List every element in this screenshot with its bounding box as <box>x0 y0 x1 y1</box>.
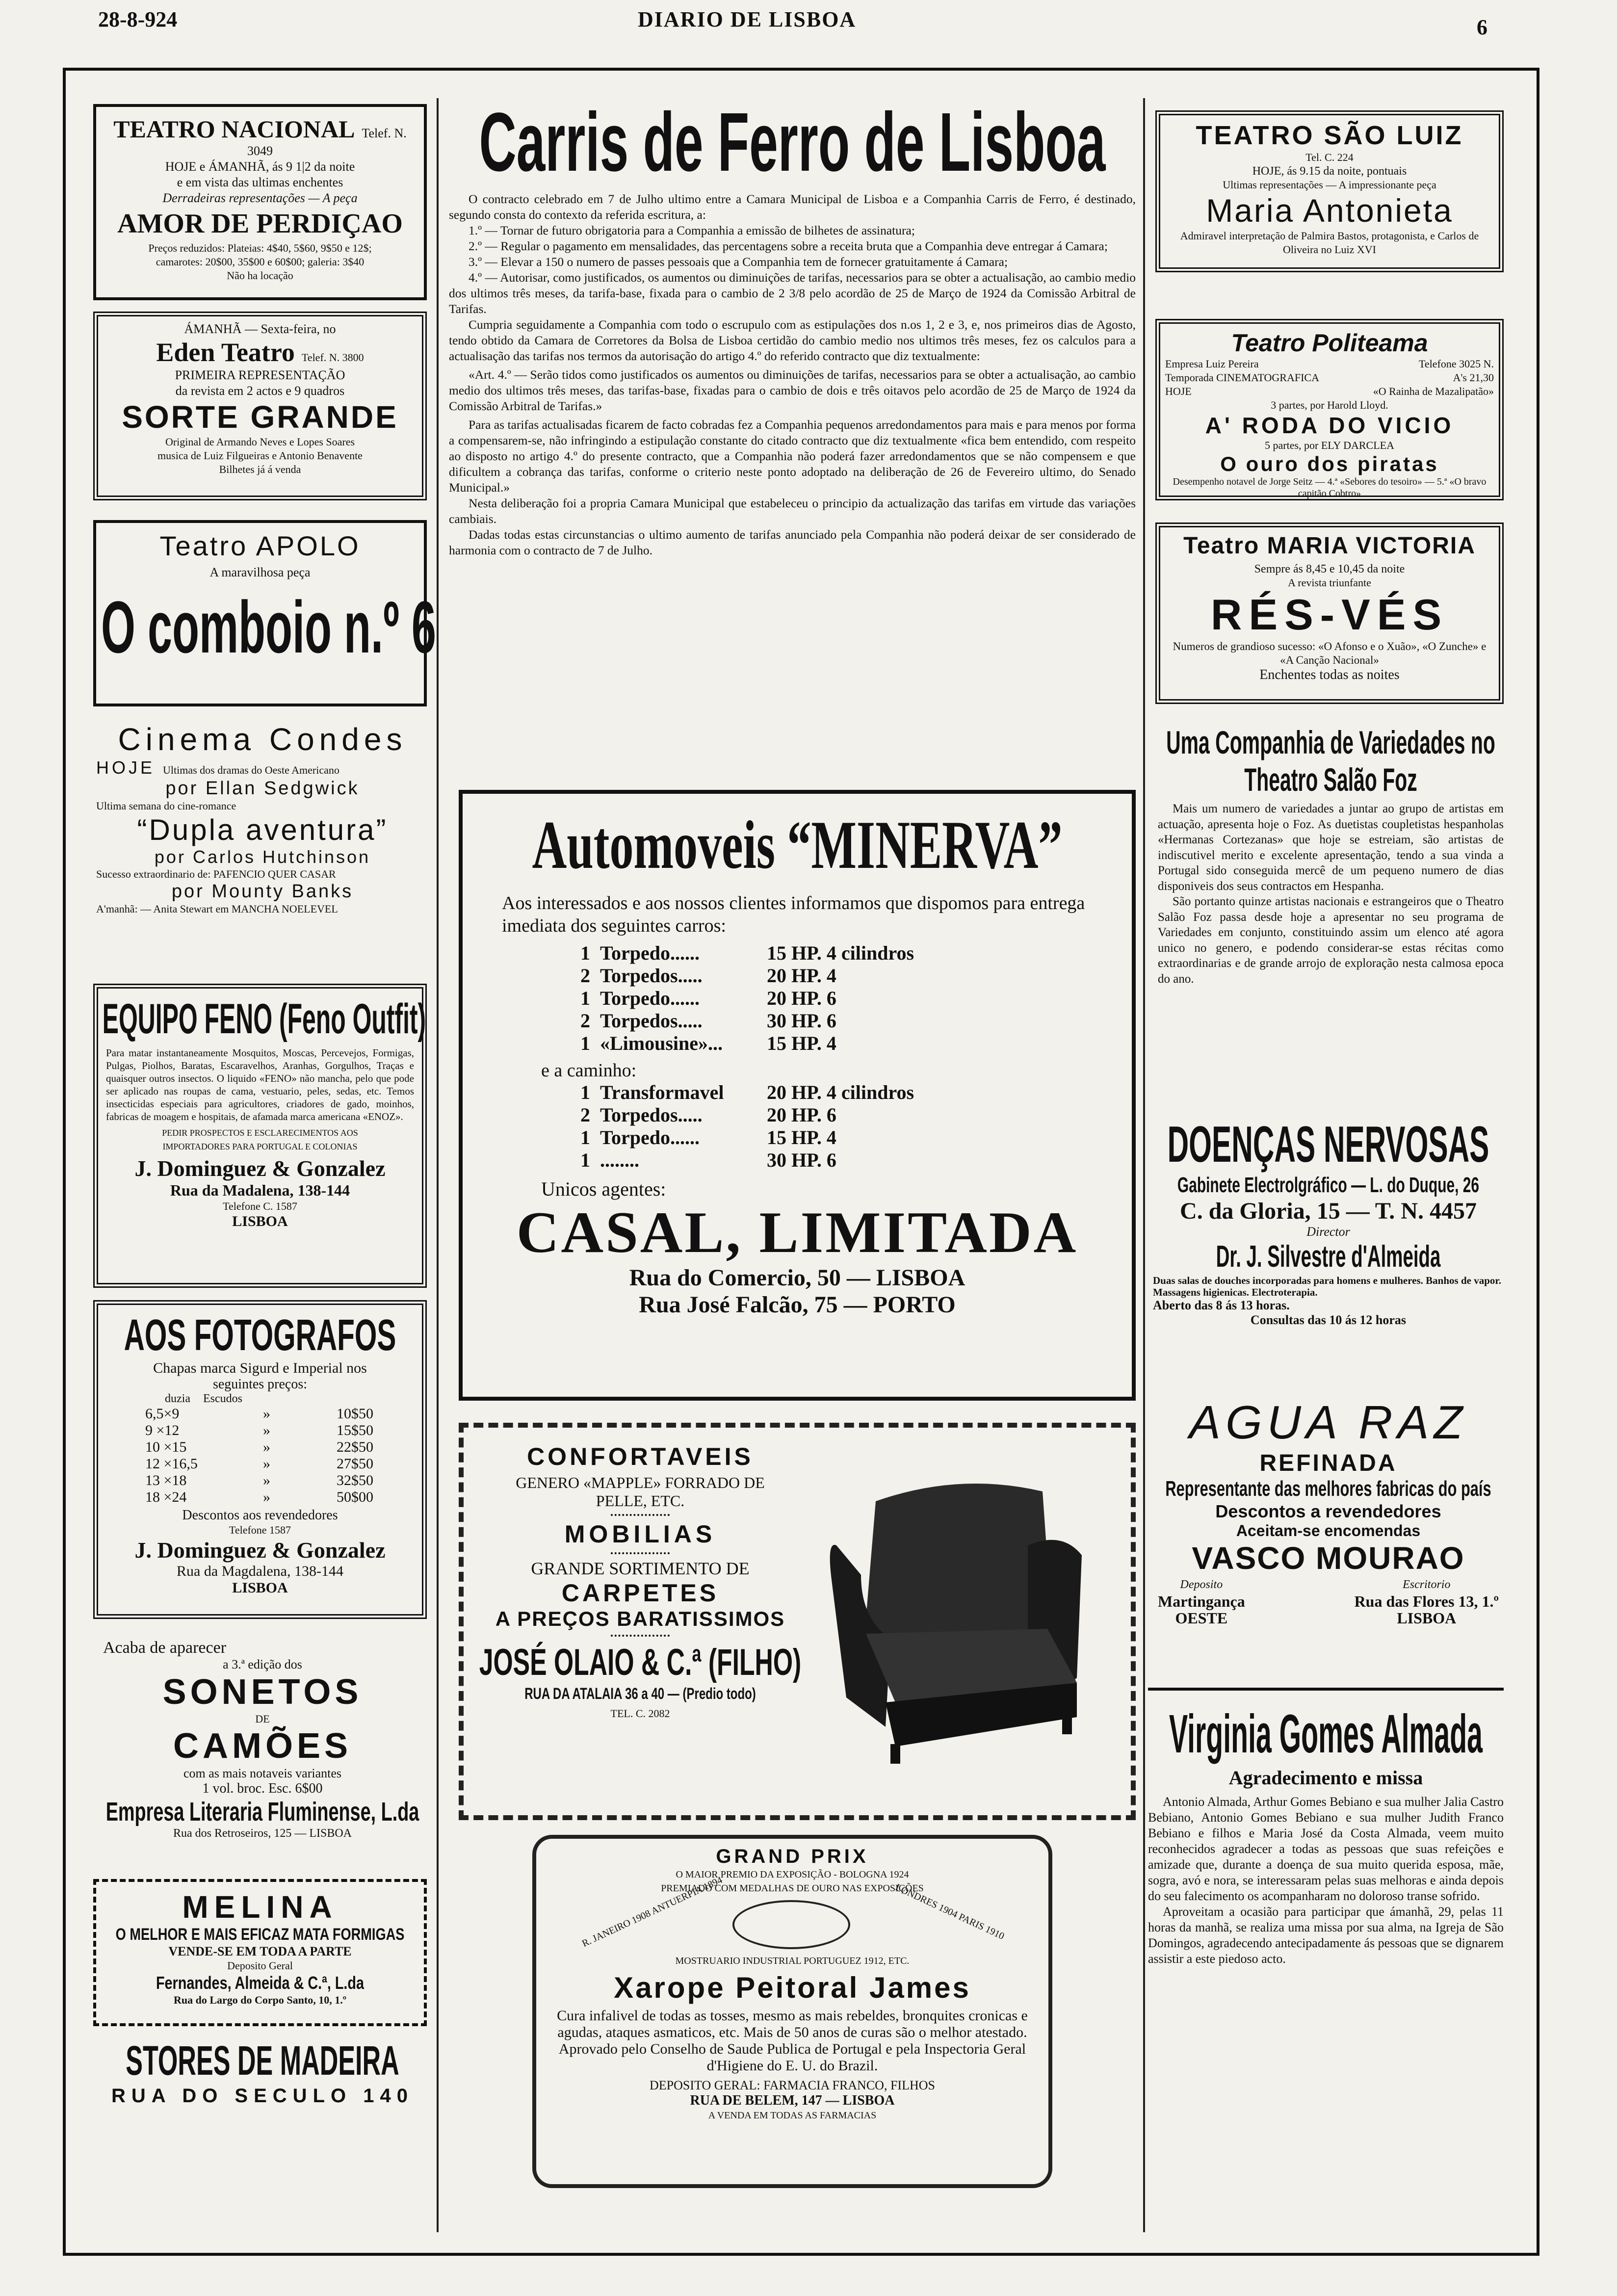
car-qty: 2 <box>580 1010 590 1032</box>
ad-line: Admiravel interpretação de Palmira Bastos, protagonista, e Carlos de Oliveira no Luiz XVI <box>1180 230 1479 256</box>
car-type: Torpedo...... <box>600 987 700 1009</box>
ad-teatro-politeama <box>1155 319 1504 500</box>
paragraph: Nesta deliberação foi a propria Camara Municipal que estabeleceu o principio da actualização das tarifas em virtude das variações cambiais. <box>449 496 1136 526</box>
ad-line: PEDIR PROSPECTOS E ESCLARECIMENTOS AOS <box>162 1128 358 1138</box>
film-title: “Dupla aventura” <box>137 813 388 846</box>
theatre-name: Teatro APOLO <box>159 530 361 561</box>
ad-cinema-condes <box>93 721 432 976</box>
product-name: MELINA <box>182 1889 338 1925</box>
theatre-name: TEATRO NACIONAL <box>113 115 355 143</box>
paragraph: Mais um numero de variedades a juntar ao grupo de artistas em actuação, apresenta hoje o Foz. As duetistas coupletistas hespanholas «Hermanas Cortezanas» que hoje se estreiam, são artistas de indiscutivel merito e excelente apresentação, tendo a sua vinda a Portugal sido conseguida mercê de um pequeno numero de dias disponiveis dos seus contractos em Hespanha. <box>1158 802 1504 893</box>
car-hp: 15 HP. 4 <box>767 1032 836 1054</box>
theatre-phone: Tel. C. 224 <box>1305 151 1354 163</box>
plate-size: 12 ×16,5 <box>145 1456 198 1472</box>
ad-line: Chapas marca Sigurd e Imperial nos <box>153 1360 367 1376</box>
ad-line: a 3.ª edição dos <box>223 1657 302 1671</box>
car-type: ........ <box>600 1149 639 1171</box>
book-title: SONETOS <box>162 1672 363 1712</box>
ditto-mark: » <box>263 1422 270 1438</box>
ad-line: e a caminho: <box>541 1060 637 1081</box>
ad-line: Sempre ás 8,45 e 10,45 da noite <box>1254 563 1405 575</box>
ad-line: Ultimas dos dramas do Oeste Americano <box>163 764 339 776</box>
ad-line: MOBILIAS <box>564 1520 716 1548</box>
ad-line: LONDRES 1904 PARIS 1910 <box>893 1881 1006 1942</box>
paragraph: 4.º — Autorisar, como justificados, os aumentos ou diminuições de tarifas, necessarios para se obter a actualisação, ao cambio medio dos ultimos três meses, da tarifa-base, fixada para o cambio de 2 3/8 pelo acordão de 25 de Março de 1924 da Comissão Arbitral de Tarifas. <box>449 270 1136 316</box>
price-table <box>106 1406 414 1506</box>
ad-line: Não ha locação <box>227 269 293 282</box>
ad-line: IMPORTADORES PARA PORTUGAL E COLONIAS <box>162 1142 358 1151</box>
ad-line: A'manhã: — Anita Stewart em MANCHA NOELEVEL <box>96 903 338 915</box>
plate-price: 10$50 <box>337 1406 373 1422</box>
ad-line: Aceitam-se encomendas <box>1236 1522 1421 1539</box>
ad-teatro-sao-luiz <box>1155 110 1504 272</box>
firm-address: Rua do Largo do Corpo Santo, 10, 1.º <box>174 1994 346 2006</box>
ad-line: seguintes preços: <box>212 1377 308 1392</box>
ad-line: ÁMANHÃ — Sexta-feira, no <box>184 322 336 336</box>
car-qty: 1 <box>580 1081 590 1103</box>
paragraph: Cumpria seguidamente a Companhia com todo o escrupulo com as estipulações dos n.os 1, 2 e 3, e, nos primeiros dias de Agosto, tendo obtido da Camara de Corretores da Bolsa de Lisboa certidão do cambio medio nos ultimos três meses, fez os calculos para a actualisação das tarifas nos termos da autorisação do artigo 4.º do referido contracto que diz textualmente: <box>449 317 1136 363</box>
ad-line: e em vista das ultimas enchentes <box>177 175 343 189</box>
divider <box>611 1514 670 1516</box>
column-rule <box>437 98 439 2232</box>
divider <box>611 1635 670 1637</box>
price-row <box>145 1439 414 1456</box>
car-hp: 30 HP. 6 <box>767 1010 836 1032</box>
ditto-mark: » <box>263 1489 270 1505</box>
ad-line: Gabinete Electrolgráfico — L. do Duque, 26 <box>1177 1173 1480 1197</box>
ad-line: A maravilhosa peça <box>209 565 311 579</box>
film-title: «O Rainha de Mazalipatão» <box>1373 385 1494 397</box>
car-qty: 1 <box>580 1032 590 1054</box>
ad-line: por Carlos Hutchinson <box>154 847 371 867</box>
article-headline: Uma Companhia de Variedades no Theatro Salão Foz <box>1166 724 1495 798</box>
paragraph: São portanto quinze artistas nacionais e estrangeiros que o Theatro Salão Foz passa desde hoje a apresentar no seu programa de Variedades em conjunto, constituindo assim um elenco até agora unico no genero, e podendo considerar-se estas récitas como extraordinarias e de grande arrojo de exploração nesta calmosa epoca do ano. <box>1158 895 1504 986</box>
ad-line: Ultima semana do cine-romance <box>96 800 236 812</box>
ad-line: Rua das Flores 13, 1.º <box>1354 1592 1499 1610</box>
ad-line: da revista em 2 actos e 9 quadros <box>175 384 345 398</box>
agent-name: CASAL, LIMITADA <box>516 1200 1078 1265</box>
film-title: O ouro dos piratas <box>1220 452 1439 475</box>
ad-line: 5 partes, por ELY DARCLEA <box>1265 439 1394 451</box>
ad-line: Numeros de grandioso sucesso: «O Afonso e o Xuão», «O Zunche» e «A Canção Nacional» <box>1173 640 1487 666</box>
plate-price: 32$50 <box>337 1472 373 1488</box>
ad-doencas-nervosas <box>1153 1116 1504 1361</box>
ad-line: Representante das melhores fabricas do país <box>1165 1477 1491 1501</box>
plate-price: 27$50 <box>337 1456 373 1472</box>
paragraph: «Art. 4.º — Serão tidos como justificados os aumentos ou diminuições de tarifas, necessarios para se obter a actualisação, ao cambio medio dos ultimos três meses, das tarifas-base, fixadas para o cambio de dois e três oitavos pelo acordão de 25 de Março de 1924 da Comissão Arbitral de Tarifas.» <box>449 367 1136 413</box>
firm-name: VASCO MOURAO <box>1192 1540 1465 1576</box>
ad-line: HOJE e ÁMANHÃ, ás 9 1|2 da noite <box>165 159 355 174</box>
ad-line: PREMIADO COM MEDALHAS DE OURO NAS EXPOSIÇÕES <box>661 1883 924 1894</box>
ad-line: HOJE <box>96 757 156 778</box>
ad-line: Aberto das 8 ás 13 horas. <box>1153 1298 1290 1312</box>
car-list-available <box>580 942 1112 1055</box>
car-item <box>580 1081 1112 1104</box>
play-title: RÉS-VÉS <box>1210 590 1449 639</box>
firm-address: Rua da Magdalena, 138-144 <box>177 1563 343 1579</box>
play-title: O comboio n.º 6 <box>101 586 436 668</box>
ad-line: PRIMEIRA REPRESENTAÇÃO <box>175 368 345 382</box>
car-type: Transformavel <box>600 1081 724 1103</box>
plate-size: 18 ×24 <box>145 1489 187 1505</box>
ad-line: A PREÇOS BARATISSIMOS <box>495 1607 785 1630</box>
ad-line: CONFORTAVEIS <box>527 1443 754 1470</box>
ad-line: Consultas das 10 ás 12 horas <box>1250 1313 1407 1327</box>
ad-line: Bilhetes já á venda <box>219 463 301 475</box>
agent-address: Rua do Comercio, 50 — LISBOA <box>629 1265 965 1291</box>
firm-city: LISBOA <box>232 1580 288 1596</box>
firm-phone: TEL. C. 2082 <box>610 1707 670 1720</box>
car-type: Torpedo...... <box>600 942 700 964</box>
ad-line: Acaba de aparecer <box>103 1639 227 1657</box>
car-hp: 15 HP. 4 cilindros <box>767 942 914 964</box>
ad-line: LISBOA <box>1397 1609 1457 1627</box>
ad-line: A VENDA EM TODAS AS FARMACIAS <box>708 2110 877 2121</box>
ad-intro: Aos interessados e aos nossos clientes informamos que dispomos para entrega imediata dos seguintes carros: <box>502 893 1085 936</box>
ad-line: Ultimas representações — A impressionante peça <box>1223 179 1436 191</box>
ad-line: VENDE-SE EM TODA A PARTE <box>168 1944 352 1958</box>
firm-phone: Telefone C. 1587 <box>223 1200 297 1212</box>
price-row <box>145 1472 414 1489</box>
ad-line: Director <box>1306 1225 1350 1239</box>
firm-name: Fernandes, Almeida & C.ª, L.da <box>156 1973 365 1993</box>
plate-price: 50$00 <box>337 1489 373 1505</box>
paragraph: O contracto celebrado em 7 de Julho ultimo entre a Camara Municipal de Lisboa e a Companhia Carris de Ferro, é destinado, segundo consta do contexto da referida escritura, a: <box>449 192 1136 222</box>
award-title: GRAND PRIX <box>716 1846 869 1867</box>
ad-line: Desempenho notavel de Jorge Seitz — 4.ª «Sebores do tesoiro» — 5.ª «O bravo capitão Cobtro» <box>1173 476 1487 499</box>
notice-title: Virginia Gomes Almada <box>1169 1704 1483 1764</box>
ad-line: OESTE <box>1175 1609 1228 1627</box>
car-qty: 2 <box>580 965 590 987</box>
car-qty: 2 <box>580 1104 590 1126</box>
firm-address: Rua da Madalena, 138-144 <box>170 1181 350 1199</box>
publisher-name: Empresa Literaria Fluminense, L.da <box>105 1797 419 1826</box>
firm-address: RUA DA ATALAIA 36 a 40 — (Predio todo) <box>524 1685 756 1702</box>
book-author: CAMÕES <box>173 1726 352 1766</box>
ad-line: Sucesso extraordinario de: PAFENCIO QUER CASAR <box>96 868 336 880</box>
ad-line: HOJE <box>1165 385 1192 397</box>
plate-size: 13 ×18 <box>145 1472 187 1488</box>
car-type: «Limousine»... <box>600 1032 723 1054</box>
paragraph: 1.º — Tornar de futuro obrigatoria para a Companhia a emissão de bilhetes de assinatura; <box>469 223 915 237</box>
plate-price: 15$50 <box>337 1422 373 1438</box>
ditto-mark: » <box>263 1456 270 1472</box>
price-row <box>145 1489 414 1506</box>
play-title: AMOR DE PERDIÇAO <box>117 209 403 239</box>
car-type: Torpedos..... <box>600 1104 703 1126</box>
theatre-name: TEATRO SÃO LUIZ <box>1196 121 1463 150</box>
firm-name: J. Dominguez & Gonzalez <box>134 1538 386 1563</box>
ad-line: camarotes: 20$00, 35$00 e 60$00; galeria: 3$40 <box>156 256 365 268</box>
ad-line: Temporada CINEMATOGRAFICA <box>1165 371 1319 384</box>
agent-address: Rua José Falcão, 75 — PORTO <box>639 1292 956 1318</box>
ad-title: Automoveis “MINERVA” <box>532 807 1063 883</box>
ad-teatro-maria-victoria <box>1155 522 1504 704</box>
issue-date: 28-8-924 <box>98 7 178 31</box>
article-variedades <box>1158 724 1504 1106</box>
ad-line: HOJE, ás 9.15 da noite, pontuais <box>1252 165 1407 178</box>
car-hp: 20 HP. 4 <box>767 965 836 987</box>
ad-title: AOS FOTOGRAFOS <box>124 1311 396 1360</box>
ad-line: O MAIOR PREMIO DA EXPOSIÇÃO - BOLOGNA 1924 <box>676 1869 909 1880</box>
product-name: Xarope Peitoral James <box>614 1971 971 2004</box>
ad-line: Original de Armando Neves e Lopes Soares <box>165 436 355 448</box>
ad-line: por Mounty Banks <box>171 881 354 902</box>
paragraph: 2.º — Regular o pagamento em mensalidades, das percentagens sobre a receita bruta que a Companhia deve entregar á Camara; <box>469 239 1108 253</box>
armchair-illustration <box>817 1472 1101 1766</box>
car-item <box>580 942 1112 965</box>
theatre-name: Teatro Politeama <box>1231 329 1428 357</box>
ad-line: REFINADA <box>1259 1450 1397 1476</box>
ad-agua-raz <box>1153 1396 1504 1670</box>
table-header: duzia <box>165 1392 190 1405</box>
car-hp: 20 HP. 6 <box>767 1104 836 1126</box>
ad-teatro-nacional <box>93 104 427 300</box>
ad-line: Descontos aos revendedores <box>182 1508 338 1523</box>
car-type: Torpedos..... <box>600 965 703 987</box>
theatre-phone: Telef. N. 3800 <box>301 351 364 364</box>
car-item <box>580 1104 1112 1126</box>
car-list-incoming <box>580 1081 1112 1172</box>
ad-line: 3 partes, por Harold Lloyd. <box>1271 399 1388 411</box>
ad-address: C. da Gloria, 15 — T. N. 4457 <box>1180 1198 1477 1224</box>
ad-line: CARPETES <box>561 1579 719 1607</box>
car-item <box>580 1010 1112 1032</box>
plate-size: 9 ×12 <box>145 1422 180 1438</box>
paragraph: Para as tarifas actualisadas ficarem de facto cobradas fez a Companhia pequenos arredondamentos para mais e para menos por forma a compensarem-se, não infringindo a estipulação constante do citado contracto que diz textualmente «fica bem entendido, com respeito ao disposto no artigo 4.º do presente contracto, que a Companhia não poderá fazer arredondamentos que se não compensem e que dificultem a cobrança das tarifas, conforme o criterio neste ponto adoptado na deliberação de 26 de Fevereiro ultimo, do Senado Municipal.» <box>449 417 1136 495</box>
ad-line: GENERO «MAPPLE» FORRADO DE PELLE, ETC. <box>516 1474 765 1510</box>
ad-line: Preços reduzidos: Plateias: 4$40, 5$60, 9$50 e 12$; <box>148 242 372 254</box>
ad-line: RUA DE BELEM, 147 — LISBOA <box>690 2093 895 2108</box>
ad-line: DE <box>255 1713 270 1725</box>
ad-line: R. JANEIRO 1908 ANTUERPIA 1894 <box>580 1874 724 1950</box>
paragraph: Aproveitam a ocasião para participar que ámanhã, 29, pelas 11 horas da manhã, se realiza uma missa por sua alma, na Igreja de São Domingos, agradecendo antecipadamente ás pessoas que se dignarem assistir a este piedoso acto. <box>1148 1905 1504 1966</box>
ad-line: DEPOSITO GERAL: FARMACIA FRANCO, FILHOS <box>650 2078 935 2092</box>
car-hp: 30 HP. 6 <box>767 1149 836 1171</box>
ad-line: A revista triunfante <box>1288 576 1371 589</box>
ad-line: Unicos agentes: <box>541 1178 666 1200</box>
car-item <box>580 987 1112 1010</box>
ad-melina <box>93 1879 427 2026</box>
notice-subtitle: Agradecimento e missa <box>1228 1767 1423 1789</box>
firm-name: JOSÉ OLAIO & C.ª (FILHO) <box>479 1642 802 1683</box>
car-hp: 20 HP. 4 cilindros <box>767 1081 914 1103</box>
theatre-phone: Telef. N. 3049 <box>247 126 407 158</box>
price-row <box>145 1456 414 1472</box>
ad-line: O MELHOR E MAIS EFICAZ MATA FORMIGAS <box>115 1925 405 1944</box>
ad-sonetos-camoes <box>93 1639 432 1864</box>
ad-equipo-feno <box>93 984 427 1288</box>
car-qty: 1 <box>580 1126 590 1148</box>
car-hp: 20 HP. 6 <box>767 987 836 1009</box>
paragraph: Dadas todas estas circunstancias o ultimo aumento de tarifas anunciado pela Companhia não poderá deixar de ser considerado de harmonia com o contracto de 7 de Julho. <box>449 527 1136 557</box>
ad-line: A's 21,30 <box>1453 371 1494 384</box>
price-row <box>145 1406 414 1422</box>
cinema-name: Cinema Condes <box>118 722 407 757</box>
ad-automoveis-minerva <box>459 790 1136 1401</box>
ad-line: MOSTRUARIO INDUSTRIAL PORTUGUEZ 1912, ETC. <box>675 1956 910 1966</box>
ditto-mark: » <box>263 1406 270 1422</box>
ad-line: Descontos a revendedores <box>1215 1501 1441 1521</box>
car-item <box>580 1126 1112 1149</box>
product-name: EQUIPO FENO (Feno Outfit) <box>102 995 426 1043</box>
ad-aos-fotografos <box>93 1300 427 1619</box>
theatre-name: Eden Teatro <box>156 338 295 367</box>
page-number: 6 <box>1477 15 1487 39</box>
play-title: Maria Antonieta <box>1206 192 1453 229</box>
ad-line: Escritorio <box>1403 1578 1451 1591</box>
ad-address: RUA DO SECULO 140 <box>111 2085 414 2107</box>
ad-line: Deposito <box>1180 1578 1223 1591</box>
ad-jose-olaio <box>459 1423 1136 1820</box>
firm-phone: Telefone 1587 <box>229 1524 291 1536</box>
theatre-phone: Telefone 3025 N. <box>1418 358 1494 370</box>
article-body <box>449 191 1136 558</box>
car-qty: 1 <box>580 1149 590 1171</box>
play-title: SORTE GRANDE <box>122 399 398 435</box>
ad-line: Empresa Luiz Pereira <box>1165 358 1259 370</box>
car-qty: 1 <box>580 942 590 964</box>
ad-line: Derradeiras representações — A peça <box>162 191 358 205</box>
firm-name: J. Dominguez & Gonzalez <box>134 1156 386 1181</box>
publisher-address: Rua dos Retroseiros, 125 — LISBOA <box>173 1827 352 1840</box>
plate-price: 22$50 <box>337 1439 373 1455</box>
price-row <box>145 1422 414 1439</box>
ad-body: Duas salas de douches incorporadas para homens e mulheres. Banhos de vapor. Massagens higienicas. Electroterapia. <box>1153 1275 1502 1298</box>
car-hp: 15 HP. 4 <box>767 1126 836 1148</box>
ad-line: musica de Luiz Filgueiras e Antonio Benavente <box>157 449 363 462</box>
ditto-mark: » <box>263 1439 270 1455</box>
car-qty: 1 <box>580 987 590 1009</box>
ad-teatro-apolo <box>93 520 436 706</box>
ad-title: STORES DE MADEIRA <box>126 2037 399 2084</box>
film-title: A' RODA DO VICIO <box>1205 413 1454 438</box>
book-price: 1 vol. broc. Esc. 6$00 <box>202 1781 323 1796</box>
ad-body: Para matar instantaneamente Mosquitos, Moscas, Percevejos, Formigas, Pulgas, Piolhos, Baratas, Escaravelhos, Aranhas, Gorgulhos, Traças e quaisquer outros insectos. O liquido «FENO» não mancha, pelo que pode ser aplicado nas roupas de cama, vestuario, peles, sedas, etc. Temos insecticidas especiais para agricultores, criadores de gado, moinhos, fabricas de moagem e hospitais, de afamada marca americana «ENOZ». <box>106 1047 414 1122</box>
article-carris <box>449 93 1136 790</box>
ad-line: GRANDE SORTIMENTO DE <box>531 1559 750 1578</box>
plate-size: 6,5×9 <box>145 1406 180 1422</box>
ad-body: Cura infalivel de todas as tosses, mesmo as mais rebeldes, bronquites cronicas e agudas, ataques asmaticos, etc. Mais de 50 anos de curas são o melhor atestado. Aprovado pelo Conselho de Saude Publica de Portugal e pela Inspectoria Geral d'Higiene do E. U. do Brazil. <box>557 2008 1028 2074</box>
car-type: Torpedo...... <box>600 1126 700 1148</box>
ad-line: com as mais notaveis variantes <box>183 1766 342 1780</box>
ad-title: DOENÇAS NERVOSAS <box>1167 1116 1489 1173</box>
table-header: Escudos <box>203 1392 242 1405</box>
doctor-name: Dr. J. Silvestre d'Almeida <box>1216 1240 1441 1274</box>
ditto-mark: » <box>263 1472 270 1488</box>
ad-line: por Ellan Sedgwick <box>165 778 360 799</box>
plate-size: 10 ×15 <box>145 1439 187 1455</box>
ad-xarope-james <box>532 1835 1052 2188</box>
car-item <box>580 1149 1112 1172</box>
paragraph: Antonio Almada, Arthur Gomes Bebiano e sua mulher Jalia Castro Bebiano, Antonio Gomes Bebiano e sua mulher Judith Franco Bebiano e filhos e Maria José da Costa Almada, veem muito reconhecidos agradecer a todas as pessoas que suas refeições e amizade que, durante a doença de sua muito querida esposa, mãe, sogra, avó e nora, se interessaram pelas suas melhoras e ainda depois do seu falecimento os acompanharam no doloroso transe sofrido. <box>1148 1795 1504 1903</box>
paragraph: 3.º — Elevar a 150 o numero de passes pessoais que a Companhia tem de fornecer gratuitamente á Camara; <box>469 255 1008 269</box>
ad-line: Deposito Geral <box>227 1959 293 1972</box>
ad-stores-madeira <box>93 2036 432 2114</box>
ad-line: Enchentes todas as noites <box>1259 667 1400 682</box>
firm-city: LISBOA <box>232 1213 288 1229</box>
ad-line: Martingança <box>1158 1592 1245 1610</box>
article-headline: Carris de Ferro de Lisboa <box>479 96 1106 189</box>
notice-virginia-almada <box>1148 1688 1504 2232</box>
medal-icon <box>732 1900 850 1949</box>
theatre-name: Teatro MARIA VICTORIA <box>1183 533 1476 559</box>
car-item <box>580 965 1112 987</box>
ad-eden-teatro <box>93 312 427 500</box>
car-item <box>580 1032 1112 1055</box>
newspaper-title: DIARIO DE LISBOA <box>638 7 857 31</box>
product-name: AGUA RAZ <box>1189 1396 1468 1449</box>
divider <box>611 1552 670 1554</box>
car-type: Torpedos..... <box>600 1010 703 1032</box>
